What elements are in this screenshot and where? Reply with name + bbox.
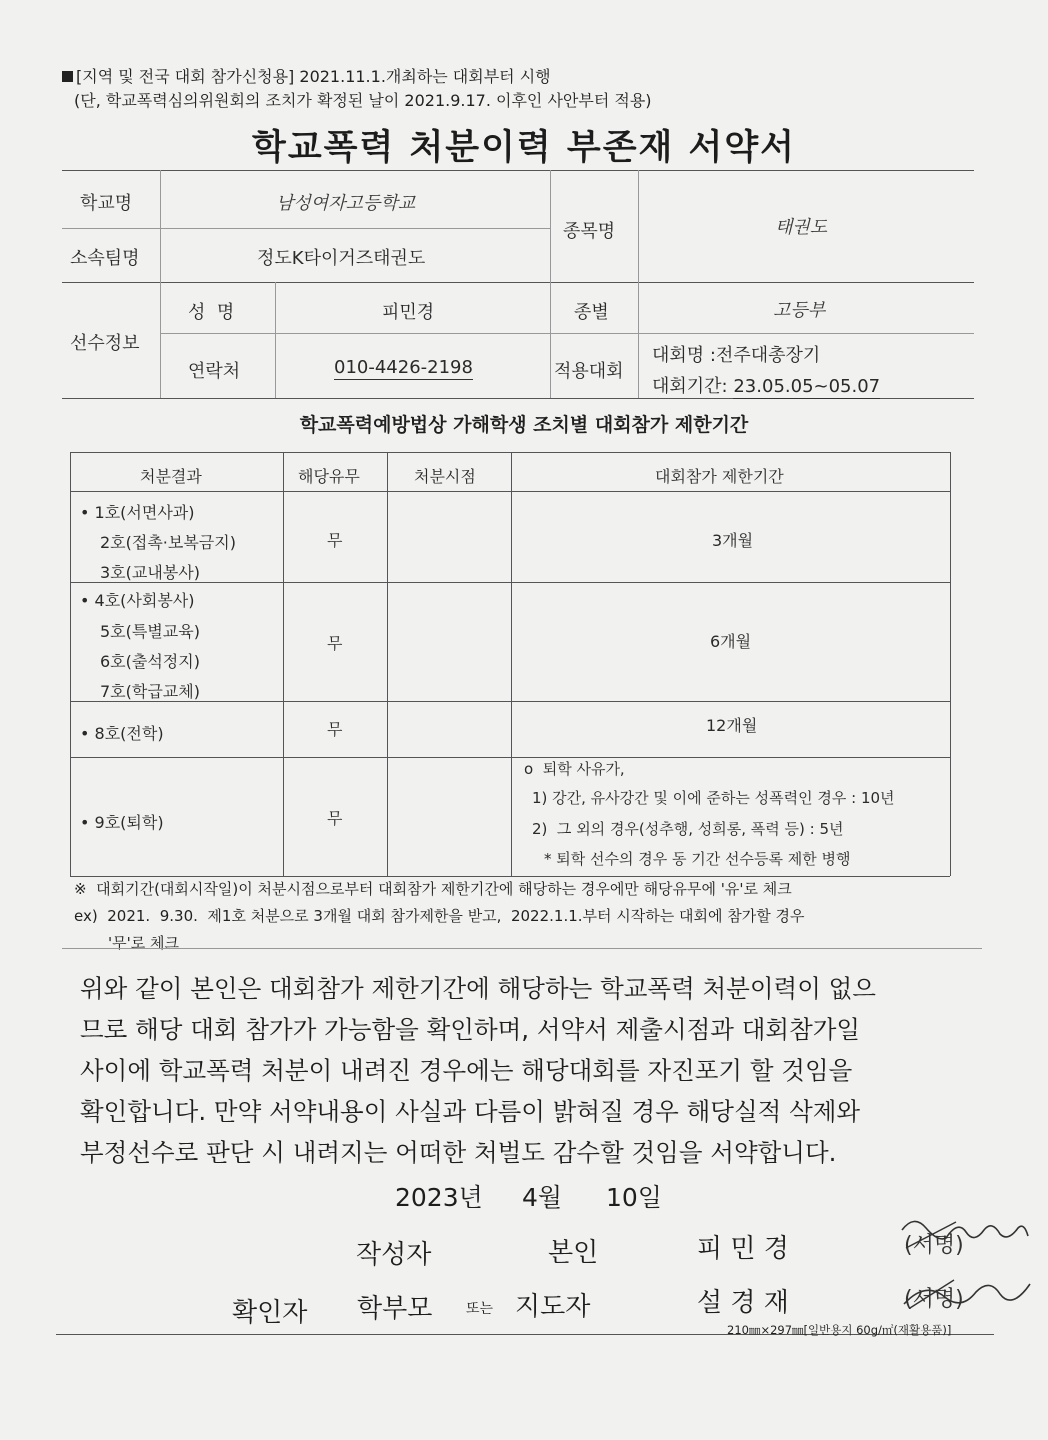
- note-2: ex) 2021. 9.30. 제1호 처분으로 3개월 대회 참가제한을 받고, 2022.1.1.부터 시작하는 대회에 참가할 경우: [74, 907, 805, 925]
- info-divider: [62, 282, 974, 283]
- confirm-role-parent: 학부모: [357, 1294, 433, 1324]
- name-label: 성 명: [188, 302, 235, 323]
- pledge-line: 므로 해당 대회 참가가 가능함을 확인하며, 서약서 제출시점과 대회참가일: [80, 1015, 861, 1044]
- confirm-role-coach: 지도자: [515, 1292, 591, 1322]
- table-row-1-line: 2호(접촉·보복금지): [100, 533, 236, 552]
- info-col-divider: [550, 170, 551, 398]
- table-row-border: [70, 582, 950, 583]
- writer-label: 작성자: [356, 1240, 432, 1270]
- table-header-applies: 해당유무: [298, 467, 360, 486]
- table-row-1-line: • 1호(서면사과): [80, 503, 195, 522]
- sport-label: 종목명: [563, 221, 616, 242]
- table-row-border: [70, 757, 950, 758]
- category-label: 종별: [574, 302, 609, 323]
- document-title: 학교폭력 처분이력 부존재 서약서: [252, 128, 796, 168]
- table-col-border: [283, 452, 284, 876]
- table-row-2-line: 5호(특별교육): [100, 622, 200, 641]
- table-row-3-line: • 8호(전학): [80, 724, 164, 743]
- table-row-3-period: 12개월: [706, 716, 758, 735]
- pledge-line: 확인합니다. 만약 서약내용이 사실과 다름이 밝혀질 경우 해당실적 삭제와: [80, 1097, 861, 1126]
- name-value: 피민경: [382, 302, 435, 323]
- sport-value: 태권도: [775, 217, 828, 238]
- info-col-divider: [275, 282, 276, 398]
- confirm-label: 확인자: [232, 1298, 308, 1328]
- table-row-4-period-line: 1) 강간, 유사강간 및 이에 준하는 성폭력인 경우 : 10년: [532, 789, 895, 807]
- table-col-border: [387, 452, 388, 876]
- table-row-1-line: 3호(교내봉사): [100, 563, 200, 582]
- date-month: 4월: [522, 1183, 563, 1212]
- writer-signature-scribble: [896, 1208, 1036, 1258]
- table-col-border: [511, 452, 512, 876]
- note-3: '무'로 체크: [108, 934, 179, 952]
- competition-name: 대회명 :전주대총장기: [652, 345, 821, 366]
- restriction-subtitle: 학교폭력예방법상 가해학생 조치별 대회참가 제한기간: [299, 414, 749, 436]
- info-col-divider: [638, 170, 639, 398]
- table-row-4-period-line: 2) 그 외의 경우(성추행, 성희롱, 폭력 등) : 5년: [532, 820, 844, 838]
- table-row-2-applies: 무: [327, 634, 343, 653]
- table-row-2-line: 7호(학급교체): [100, 682, 200, 701]
- confirm-signature-scribble: [896, 1270, 1036, 1316]
- pledge-paragraph: [80, 968, 980, 1173]
- square-bullet-icon: [62, 71, 73, 82]
- pledge-line: 부정선수로 판단 시 내려지는 어떠한 처벌도 감수할 것임을 서약합니다.: [80, 1138, 837, 1167]
- school-label: 학교명: [80, 193, 133, 214]
- pledge-line: 사이에 학교폭력 처분이 내려진 경우에는 해당대회를 자진포기 할 것임을: [80, 1056, 853, 1085]
- table-row-2-line: 6호(출석정지): [100, 652, 200, 671]
- competition-period-label: 대회기간:: [652, 376, 728, 397]
- pledge-line: 위와 같이 본인은 대회참가 제한기간에 해당하는 학교폭력 처분이력이 없으: [80, 974, 876, 1003]
- table-row-4-period-line: * 퇴학 선수의 경우 동 기간 선수등록 제한 병행: [544, 850, 851, 868]
- info-col-divider: [160, 170, 161, 398]
- table-header-result: 처분결과: [140, 467, 202, 486]
- table-top-border: [70, 452, 950, 453]
- note-1: ※ 대회기간(대회시작일)이 처분시점으로부터 대회참가 제한기간에 해당하는 경우에만 해당유무에 '유'로 체크: [74, 880, 792, 898]
- team-value: 정도K타이거즈태권도: [257, 248, 426, 269]
- writer-name: 피 민 경: [697, 1234, 789, 1264]
- contact-label: 연락처: [188, 361, 241, 382]
- table-row-2-line: • 4호(사회봉사): [80, 591, 195, 610]
- category-value: 고등부: [773, 300, 826, 321]
- paper-spec: 210㎜×297㎜[일반용지 60g/㎡(재활용품)]: [727, 1323, 952, 1337]
- notes-divider: [62, 948, 982, 949]
- school-value: 남성여자고등학교: [276, 193, 416, 214]
- confirm-name: 설 경 재: [697, 1288, 789, 1318]
- table-header-time: 처분시점: [414, 467, 476, 486]
- table-row-3-applies: 무: [327, 720, 343, 739]
- confirm-sign-label: (서명): [904, 1287, 964, 1312]
- writer-sign-label: (서명): [904, 1233, 964, 1258]
- table-row-4-applies: 무: [327, 809, 343, 828]
- table-header-border: [70, 491, 950, 492]
- player-info-label: 선수정보: [70, 333, 140, 354]
- competition-label: 적용대회: [554, 361, 624, 382]
- table-row-1-period: 3개월: [712, 531, 754, 550]
- confirm-or: 또는: [466, 1301, 494, 1317]
- writer-role: 본인: [548, 1238, 599, 1268]
- table-row-1-applies: 무: [327, 531, 343, 550]
- date-year: 2023년: [395, 1183, 483, 1212]
- table-bottom-border: [70, 876, 950, 877]
- table-header-period: 대회참가 제한기간: [655, 467, 784, 486]
- info-divider: [62, 228, 550, 229]
- competition-period: [652, 372, 880, 398]
- date-day: 10일: [606, 1183, 662, 1212]
- header-line-1: [62, 64, 551, 87]
- table-row-4-line: • 9호(퇴학): [80, 813, 164, 832]
- table-col-border: [70, 452, 71, 876]
- header-line-1-text: [지역 및 전국 대회 참가신청용] 2021.11.1.개최하는 대회부터 시행: [76, 67, 551, 86]
- table-row-border: [70, 701, 950, 702]
- contact-value: 010-4426-2198: [334, 357, 473, 378]
- team-label: 소속팀명: [70, 248, 140, 269]
- table-col-border: [950, 452, 951, 876]
- header-line-2: (단, 학교폭력심의위원회의 조치가 확정된 날이 2021.9.17. 이후인 사안부터 적용): [74, 91, 652, 110]
- competition-period-value: 23.05.05~05.07: [733, 376, 881, 397]
- table-row-2-period: 6개월: [710, 632, 752, 651]
- info-top-border: [62, 170, 974, 171]
- info-divider: [160, 333, 974, 334]
- table-row-4-period-line: o 퇴학 사유가,: [524, 760, 625, 778]
